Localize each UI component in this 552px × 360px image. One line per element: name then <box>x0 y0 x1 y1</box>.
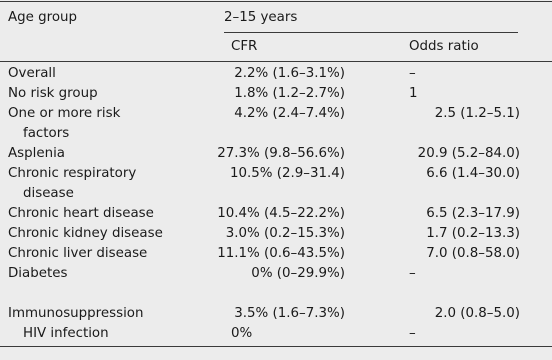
row-label: Chronic heart disease <box>8 206 154 221</box>
odds-ratio-value: 6.6 (1.4–30.0) <box>426 166 520 181</box>
row-label-continuation: disease <box>23 186 74 201</box>
row-label: No risk group <box>8 86 98 101</box>
odds-ratio-value: – <box>409 66 416 81</box>
cfr-value: 2.2% (1.6–3.1%) <box>234 66 345 81</box>
age-range-header: 2–15 years <box>224 10 298 25</box>
row-label: Chronic respiratory <box>8 166 137 181</box>
row-label: Diabetes <box>8 266 68 281</box>
row-label: Immunosuppression <box>8 306 144 321</box>
odds-ratio-value: – <box>409 266 416 281</box>
cfr-value: 0% <box>231 326 253 341</box>
age-range-underline <box>224 32 518 33</box>
row-label: Chronic liver disease <box>8 246 148 261</box>
cfr-value: 11.1% (0.6–43.5%) <box>217 246 345 261</box>
cfr-value: 10.5% (2.9–31.4) <box>229 166 345 181</box>
cfr-column-header: CFR <box>231 39 258 54</box>
row-label: HIV infection <box>23 326 109 341</box>
odds-ratio-value: 1 <box>409 86 418 101</box>
row-label: Chronic kidney disease <box>8 226 163 241</box>
bottom-rule <box>0 346 552 347</box>
cfr-value: 27.3% (9.8–56.6%) <box>217 146 345 161</box>
odds-ratio-value: 1.7 (0.2–13.3) <box>426 226 520 241</box>
row-label: One or more risk <box>8 106 121 121</box>
odds-ratio-value: 7.0 (0.8–58.0) <box>426 246 520 261</box>
odds-ratio-value: 2.0 (0.8–5.0) <box>434 306 520 321</box>
cfr-value: 0% (0–29.9%) <box>251 266 345 281</box>
odds-ratio-value: 6.5 (2.3–17.9) <box>426 206 520 221</box>
cfr-value: 1.8% (1.2–2.7%) <box>234 86 345 101</box>
odds-ratio-value: 20.9 (5.2–84.0) <box>417 146 520 161</box>
row-label-continuation: factors <box>23 126 70 141</box>
cfr-value: 4.2% (2.4–7.4%) <box>234 106 345 121</box>
row-label: Asplenia <box>8 146 66 161</box>
age-group-header: Age group <box>8 10 78 25</box>
cfr-value: 10.4% (4.5–22.2%) <box>217 206 345 221</box>
header-bottom-rule <box>0 61 552 62</box>
cfr-value: 3.0% (0.2–15.3%) <box>225 226 345 241</box>
row-label: Overall <box>8 66 56 81</box>
top-rule <box>0 1 552 2</box>
odds-ratio-value: 2.5 (1.2–5.1) <box>434 106 520 121</box>
odds-ratio-value: – <box>409 326 416 341</box>
odds-ratio-column-header: Odds ratio <box>409 39 479 54</box>
cfr-value: 3.5% (1.6–7.3%) <box>234 306 345 321</box>
